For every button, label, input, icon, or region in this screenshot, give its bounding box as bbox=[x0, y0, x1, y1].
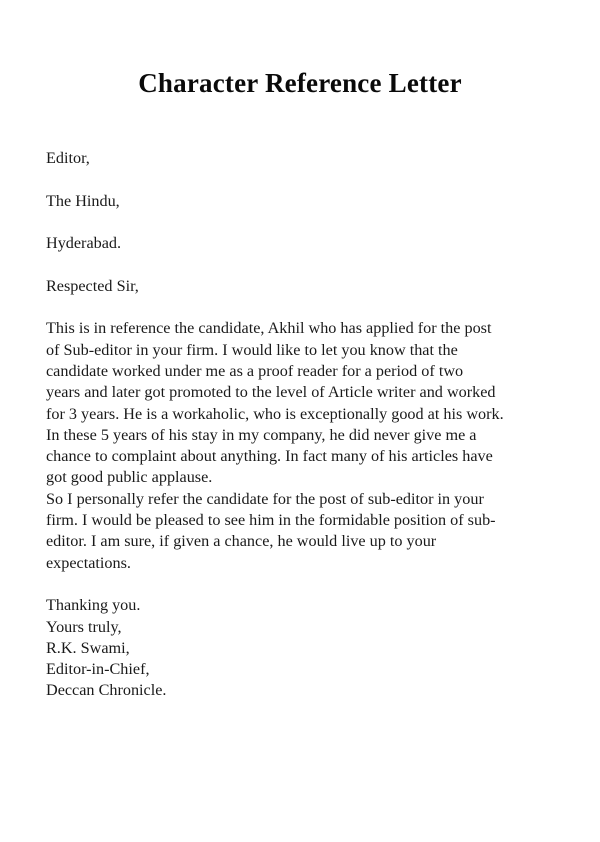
body-line: In these 5 years of his stay in my company, he did never give me a bbox=[46, 425, 477, 444]
body-line: for 3 years. He is a workaholic, who is exceptionally good at his work. bbox=[46, 404, 504, 423]
closing-line: Yours truly, bbox=[46, 617, 122, 636]
letter-body bbox=[46, 148, 562, 702]
body-line: candidate worked under me as a proof reader for a period of two bbox=[46, 361, 464, 380]
recipient-line: Hyderabad. bbox=[46, 234, 122, 253]
recipient-block bbox=[46, 148, 562, 254]
body-line: got good public applause. bbox=[46, 468, 213, 487]
page-title: Character Reference Letter bbox=[138, 68, 462, 98]
body-line: editor. I am sure, if given a chance, he would live up to your bbox=[46, 532, 437, 551]
signature-organization: Deccan Chronicle. bbox=[46, 681, 167, 700]
closing-line: Thanking you. bbox=[46, 596, 141, 615]
recipient-line: The Hindu, bbox=[46, 191, 120, 210]
salutation: Respected Sir, bbox=[46, 276, 139, 295]
body-line: This is in reference the candidate, Akhil who has applied for the post bbox=[46, 319, 492, 338]
body-line: years and later got promoted to the level of Article writer and worked bbox=[46, 383, 496, 402]
body-line: of Sub-editor in your firm. I would like to let you know that the bbox=[46, 340, 458, 359]
paragraph-two bbox=[46, 489, 562, 574]
closing-block bbox=[46, 595, 562, 701]
recipient-line: Editor, bbox=[46, 149, 90, 167]
signature-name: R.K. Swami, bbox=[46, 638, 130, 657]
body-line: So I personally refer the candidate for the post of sub-editor in your bbox=[46, 489, 484, 508]
signature-title: Editor-in-Chief, bbox=[46, 660, 150, 679]
body-line: chance to complaint about anything. In fact many of his articles have bbox=[46, 447, 493, 466]
paragraph-spacer bbox=[46, 574, 562, 595]
body-line: expectations. bbox=[46, 553, 131, 572]
body-line: firm. I would be pleased to see him in the formidable position of sub- bbox=[46, 511, 496, 530]
paragraph-one bbox=[46, 318, 562, 488]
